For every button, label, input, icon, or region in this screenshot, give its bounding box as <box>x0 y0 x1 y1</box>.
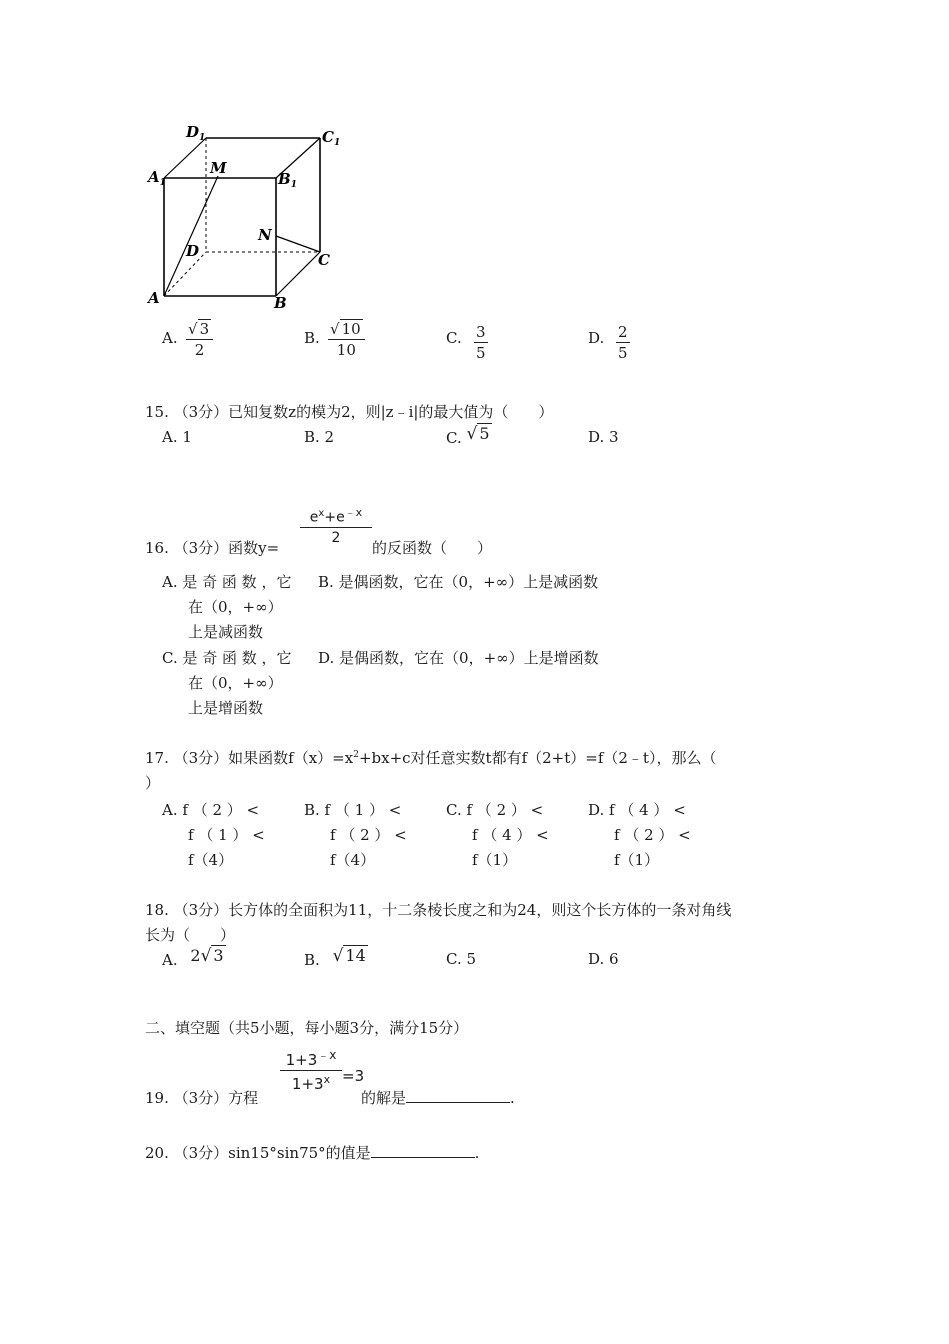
label-a: A <box>148 289 160 307</box>
q17-option-b-line3: f（4） <box>330 851 376 869</box>
q16-option-c-line1[interactable]: C. 是 奇 函 数 ，它 <box>162 649 292 667</box>
q17-option-a-line3: f（4） <box>188 851 234 869</box>
q20-stem: 20. （3分）sin15°sin75°的值是 . <box>145 1144 480 1162</box>
q17-option-d-line1[interactable]: D. f （ 4 ） < <box>588 801 686 819</box>
label-c: C <box>318 251 330 269</box>
q17-option-b-line2: f （ 2 ） < <box>330 826 407 844</box>
label-a1: $A_1$ <box>148 168 166 188</box>
q18-stem-line2: 长为（ ） <box>145 926 236 944</box>
q19-stem-suffix: 的解是 . <box>361 1089 515 1107</box>
q16-stem-prefix: 16. （3分）函数y= <box>145 539 280 557</box>
q15-option-c[interactable]: C. √ 5 <box>446 424 490 447</box>
q16-option-b[interactable]: B. 是偶函数，它在（0，+∞）上是减函数 <box>318 573 599 591</box>
q16-option-a-line2: 在（0，+∞） <box>188 598 283 616</box>
q19-answer-blank[interactable] <box>406 1090 510 1103</box>
q17-option-c-line1[interactable]: C. f （ 2 ） < <box>446 801 544 819</box>
q14-option-a-frac: √ 3 2 <box>186 322 213 358</box>
q18-stem-line1: 18. （3分）长方体的全面积为11，十二条棱长度之和为24，则这个长方体的一条对角线 <box>145 901 732 919</box>
q15-option-b[interactable]: B. 2 <box>304 428 335 446</box>
q17-stem: 17. （3分）如果函数$f(x)=x^2+bx+c$对任意实数t都有f（2+t）=f（2﹣t），那么（ <box>145 749 717 767</box>
cube-figure <box>140 120 350 320</box>
q16-option-d[interactable]: D. 是偶函数，它在（0，+∞）上是增函数 <box>318 649 599 667</box>
q18-option-d[interactable]: D. 6 <box>588 950 619 968</box>
q17-option-a-line1[interactable]: A. f （ 2 ） < <box>162 801 260 819</box>
q16-option-a-line1[interactable]: A. 是 奇 函 数 ，它 <box>162 573 292 591</box>
q14-option-c-frac: 3 5 <box>476 323 486 362</box>
q19-fraction: $1+3^{﹣x}$ $1+3^x$ <box>280 1049 342 1092</box>
q16-option-a-line3: 上是减函数 <box>188 623 264 641</box>
label-b1: $B_1$ <box>278 170 297 190</box>
q17-option-b-line1[interactable]: B. f （ 1 ） < <box>304 801 402 819</box>
q14-option-d-frac: 2 5 <box>618 323 628 362</box>
label-m: M <box>210 159 227 177</box>
q17-option-d-line3: f（1） <box>614 851 660 869</box>
q14-option-b-frac: √ 10 10 <box>328 322 365 358</box>
q16-stem-suffix: 的反函数（ ） <box>372 539 493 557</box>
q14-option-d-label: D. <box>588 329 605 347</box>
q15-stem: 15. （3分）已知复数z的模为2，则|z﹣i|的最大值为（ ） <box>145 403 554 421</box>
q18-option-a[interactable]: A. 2√ 3 <box>162 946 224 969</box>
label-d1: $D_1$ <box>186 123 206 143</box>
q17-option-a-line2: f （ 1 ） < <box>188 826 265 844</box>
q17-option-c-line3: f（1） <box>472 851 518 869</box>
q16-fraction: $e^x+e^{﹣x}$ 2 <box>300 507 372 545</box>
q18-option-b[interactable]: B. √ 14 <box>304 946 366 969</box>
q14-option-c-label: C. <box>446 329 462 347</box>
q19-stem-prefix: 19. （3分）方程 <box>145 1089 259 1107</box>
label-d: D <box>186 242 200 260</box>
label-c1: $C_1$ <box>322 128 341 148</box>
q15-option-a[interactable]: A. 1 <box>162 428 192 446</box>
label-n: N <box>258 226 272 244</box>
section-2-title: 二、填空题（共5小题，每小题3分，满分15分） <box>145 1019 469 1037</box>
q14-option-a-label: A. <box>162 329 178 347</box>
q17-option-d-line2: f （ 2 ） < <box>614 826 691 844</box>
q15-option-d[interactable]: D. 3 <box>588 428 619 446</box>
label-b: B <box>274 294 287 312</box>
q16-option-c-line2: 在（0，+∞） <box>188 674 283 692</box>
q18-option-c[interactable]: C. 5 <box>446 950 477 968</box>
q16-option-c-line3: 上是增函数 <box>188 699 264 717</box>
q17-option-c-line2: f （ 4 ） < <box>472 826 549 844</box>
q20-answer-blank[interactable] <box>371 1145 475 1158</box>
q17-stem-end: ） <box>145 774 161 792</box>
q14-option-b-label: B. <box>304 329 320 347</box>
q19-equals: =3 <box>342 1067 365 1085</box>
